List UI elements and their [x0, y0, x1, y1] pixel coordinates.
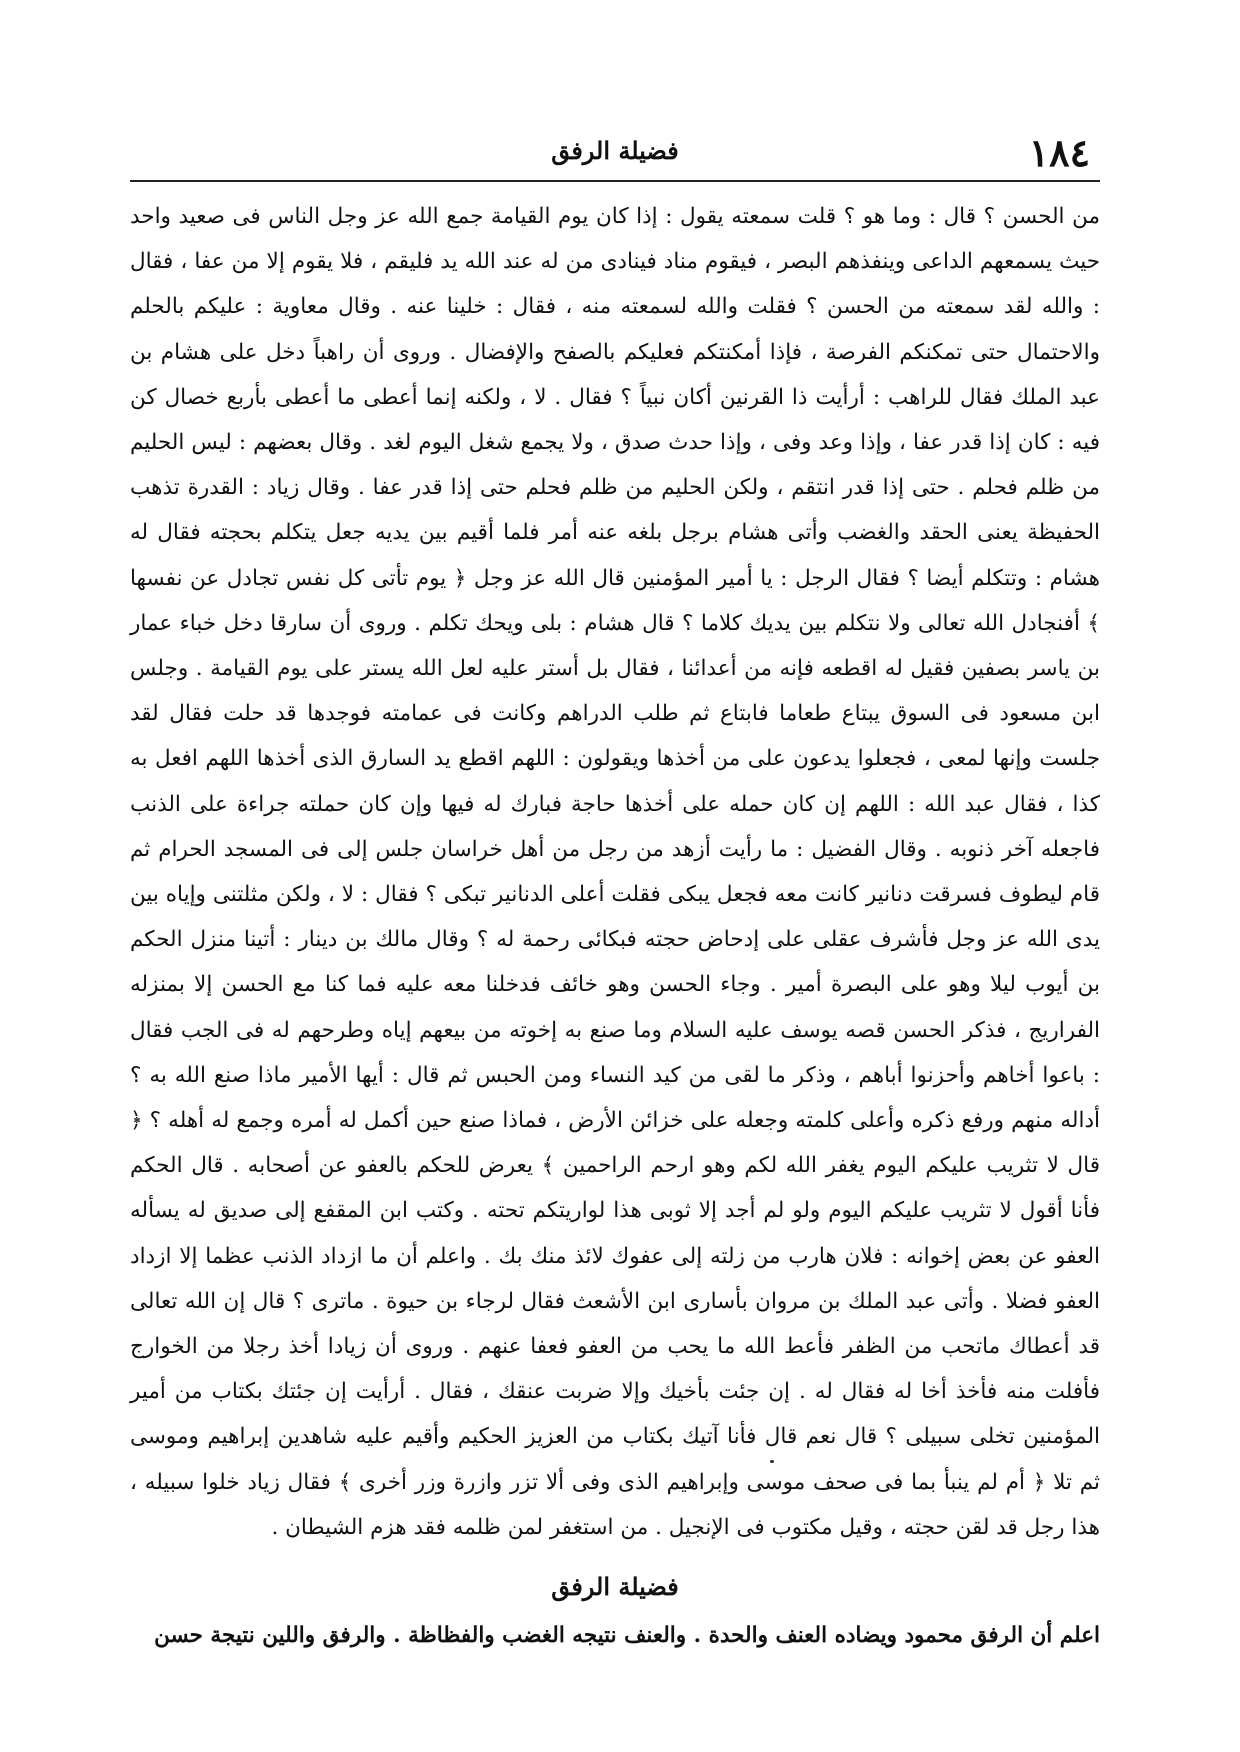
footer-dot — [770, 1460, 774, 1463]
main-paragraph: من الحسن ؟ قال : وما هو ؟ قلت سمعته يقول : إذا كان يوم القيامة جمع الله عز وجل الناس فى صعيد واحد حيث يسمعهم الداعى وينفذهم البصر ، فيقوم مناد فينادى من له عند الله يد فليقم ، فلا يقوم إلا من عفا ، فقال : والله لقد سمعته من الحسن ؟ فقلت والله لسمعته منه ، فقال : خلينا عنه . وقال معاوية : عليكم بالحلم والاحتمال حتى تمكنكم الفرصة ، فإذا أمكنتكم فعليكم بالصفح والإفضال . وروى أن راهباً دخل على هشام بن عبد الملك فقال للراهب : أرأيت ذا القرنين أكان نبياً ؟ فقال . لا ، ولكنه إنما أعطى ما أعطى بأربع خصال كن فيه : كان إذا قدر عفا ، وإذا وعد وفى ، وإذا حدث صدق ، ولا يجمع شغل اليوم لغد . وقال بعضهم : ليس الحليم من ظلم فحلم . حتى إذا قدر انتقم ، ولكن الحليم من ظلم فحلم حتى إذا قدر عفا . وقال زياد : القدرة تذهب الحفيظة يعنى الحقد والغضب وأتى هشام برجل بلغه عنه أمر فلما أقيم بين يديه جعل يتكلم بحجته فقال له هشام : وتتكلم أيضا ؟ فقال الرجل : يا أمير المؤمنين قال الله عز وجل ﴿ يوم تأتى كل نفس تجادل عن نفسها ﴾ أفنجادل الله تعالى ولا نتكلم بين يديك كلاما ؟ قال هشام : بلى ويحك تكلم . وروى أن سارقا دخل خباء عمار بن ياسر بصفين فقيل له اقطعه فإنه من أعدائنا ، فقال بل أستر عليه لعل الله يستر على يوم القيامة . وجلس ابن مسعود فى السوق يبتاع طعاما فابتاع ثم طلب الدراهم وكانت فى عمامته فوجدها قد حلت فقال لقد جلست وإنها لمعى ، فجعلوا يدعون على من أخذها ويقولون : اللهم اقطع يد السارق الذى أخذها اللهم افعل به كذا ، فقال عبد الله : اللهم إن كان حمله على أخذها حاجة فبارك له فيها وإن كان حملته جراءة على الذنب فاجعله آخر ذنوبه . وقال الفضيل : ما رأيت أزهد من رجل من أهل خراسان جلس إلى فى المسجد الحرام ثم قام ليطوف فسرقت دنانير كانت معه فجعل يبكى فقلت أعلى الدنانير تبكى ؟ فقال : لا ، ولكن مثلتنى وإياه بين يدى الله عز وجل فأشرف عقلى على إدحاض حجته فبكائى رحمة له ؟ وقال مالك بن دينار : أتينا منزل الحكم بن أيوب ليلا وهو على البصرة أمير . وجاء الحسن وهو خائف فدخلنا معه عليه فما كنا مع الحسن إلا بمنزله الفراريج ، فذكر الحسن قصه يوسف عليه السلام وما صنع به إخوته من بيعهم إياه وطرحهم له فى الجب فقال : باعوا أخاهم وأحزنوا أباهم ، وذكر ما لقى من كيد النساء ومن الحبس ثم قال : أيها الأمير ماذا صنع الله به ؟ أداله منهم ورفع ذكره وأعلى كلمته وجعله على خزائن الأرض ، فماذا صنع حين أكمل له أمره وجمع له أهله ؟ ﴿ قال لا تثريب عليكم اليوم يغفر الله لكم وهو ارحم الراحمين ﴾ يعرض للحكم بالعفو عن أصحابه . قال الحكم فأنا أقول لا تثريب عليكم اليوم ولو لم أجد إلا ثوبى هذا لواريتكم تحته . وكتب ابن المقفع إلى صديق له يسأله العفو عن بعض إخوانه : فلان هارب من زلته إلى عفوك لائذ منك بك . واعلم أن ما ازداد الذنب عظما إلا ازداد العفو فضلا . وأتى عبد الملك بن مروان بأسارى ابن الأشعث فقال لرجاء بن حيوة . ماترى ؟ قال إن الله تعالى قد أعطاك ماتحب من الظفر فأعط الله ما يحب من العفو فعفا عنهم . وروى أن زيادا أخذ رجلا من الخوارج فأفلت منه فأخذ أخا له فقال له . إن جئت بأخيك وإلا ضربت عنقك ، فقال . أرأيت إن جئتك بكتاب من أمير المؤمنين تخلى سبيلى ؟ قال نعم قال فأنا آتيك بكتاب من العزيز الحكيم وأقيم عليه شاهدين إبراهيم وموسى ثم تلا ﴿ أم لم ينبأ بما فى صحف موسى وإبراهيم الذى وفى ألا تزر وازرة وزر أخرى ﴾ فقال زياد خلوا سبيله ، هذا رجل قد لقن حجته ، وقيل مكتوب فى الإنجيل . من استغفر لمن ظلمه فقد هزم الشيطان . — [130, 204, 1100, 1540]
document-page — [130, 120, 1100, 1720]
section-title: فضيلة الرفق — [551, 1572, 679, 1602]
section-text: اعلم أن الرفق محمود ويضاده العنف والحدة . والعنف نتيجه الغضب والفظاظة . والرفق واللين نتيجة حسن — [154, 1623, 1100, 1649]
page-number: ١٨٤ — [1028, 130, 1090, 175]
running-header — [130, 120, 1100, 182]
header-title: فضيلة الرفق — [551, 136, 679, 165]
body-text — [130, 194, 1100, 1550]
